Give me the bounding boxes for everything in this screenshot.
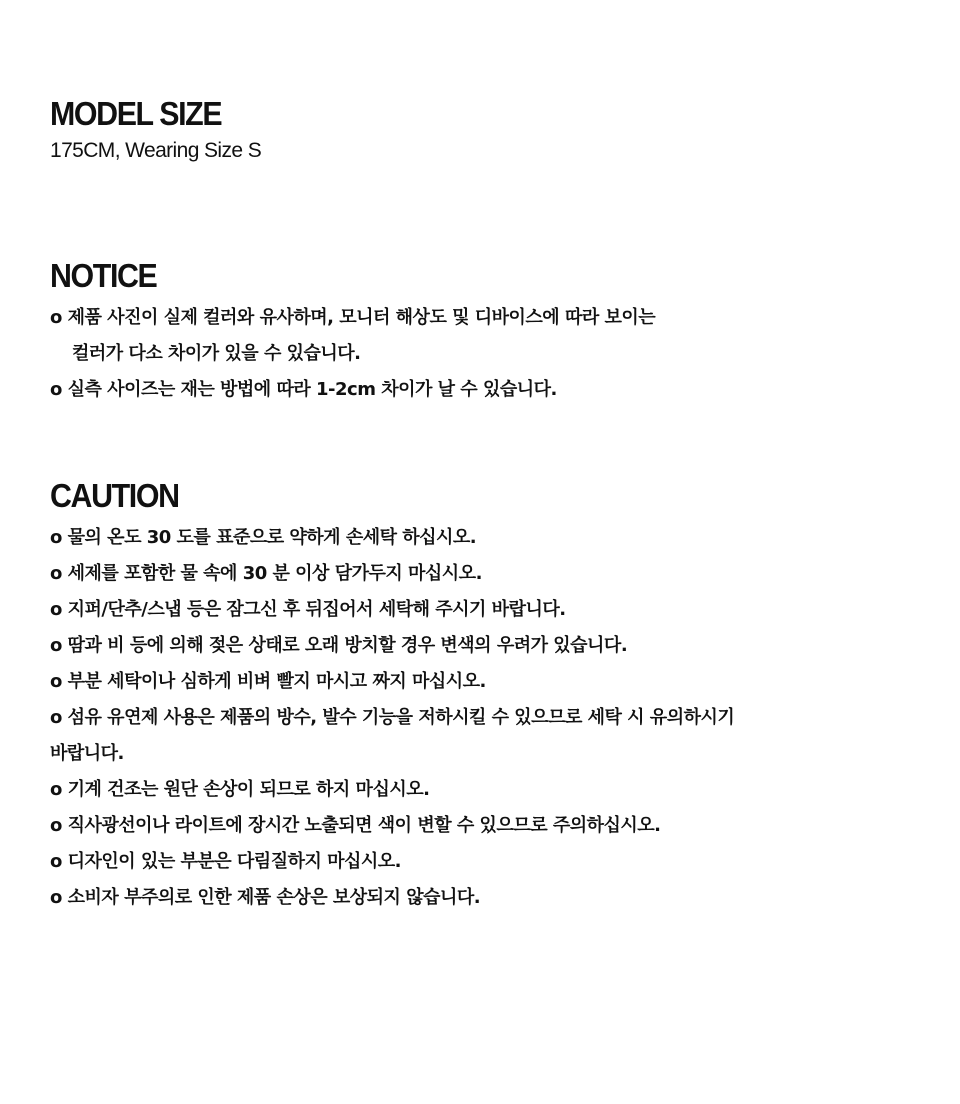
caution-line: o 물의 온도 30 도를 표준으로 약하게 손세탁 하십시오. [50,527,477,548]
notice-line: 컬러가 다소 차이가 있을 수 있습니다. [72,343,361,364]
caution-line: o 디자인이 있는 부분은 다림질하지 마십시오. [50,851,402,872]
model-size-heading: MODEL SIZE [50,95,222,132]
model-size-detail: 175CM, Wearing Size S [50,139,262,162]
caution-line: o 섬유 유연제 사용은 제품의 방수, 발수 기능을 저하시킬 수 있으므로 세탁 시 유의하시기 [50,707,735,728]
caution-section [50,478,920,916]
caution-line: o 소비자 부주의로 인한 제품 손상은 보상되지 않습니다. [50,887,481,908]
caution-line: o 지퍼/단추/스냅 등은 잠그신 후 뒤집어서 세탁해 주시기 바랍니다. [50,599,566,620]
caution-line: o 직사광선이나 라이트에 장시간 노출되면 색이 변할 수 있으므로 주의하십시오. [50,815,661,836]
caution-line: 바랍니다. [50,743,124,764]
caution-line: o 부분 세탁이나 심하게 비벼 빨지 마시고 짜지 마십시오. [50,671,486,692]
caution-line: o 땀과 비 등에 의해 젖은 상태로 오래 방치할 경우 변색의 우려가 있습니다. [50,635,628,656]
notice-line: o 제품 사진이 실제 컬러와 유사하며, 모니터 해상도 및 디바이스에 따라 보이는 [50,307,656,328]
notice-list [50,300,920,408]
caution-line: o 세제를 포함한 물 속에 30 분 이상 담가두지 마십시오. [50,563,482,584]
notice-heading: NOTICE [50,257,157,294]
model-size-section [50,96,920,164]
caution-list [50,520,920,916]
caution-line: o 기계 건조는 원단 손상이 되므로 하지 마십시오. [50,779,430,800]
notice-section [50,258,920,408]
notice-line: o 실측 사이즈는 재는 방법에 따라 1-2cm 차이가 날 수 있습니다. [50,379,557,400]
caution-heading: CAUTION [50,477,179,514]
